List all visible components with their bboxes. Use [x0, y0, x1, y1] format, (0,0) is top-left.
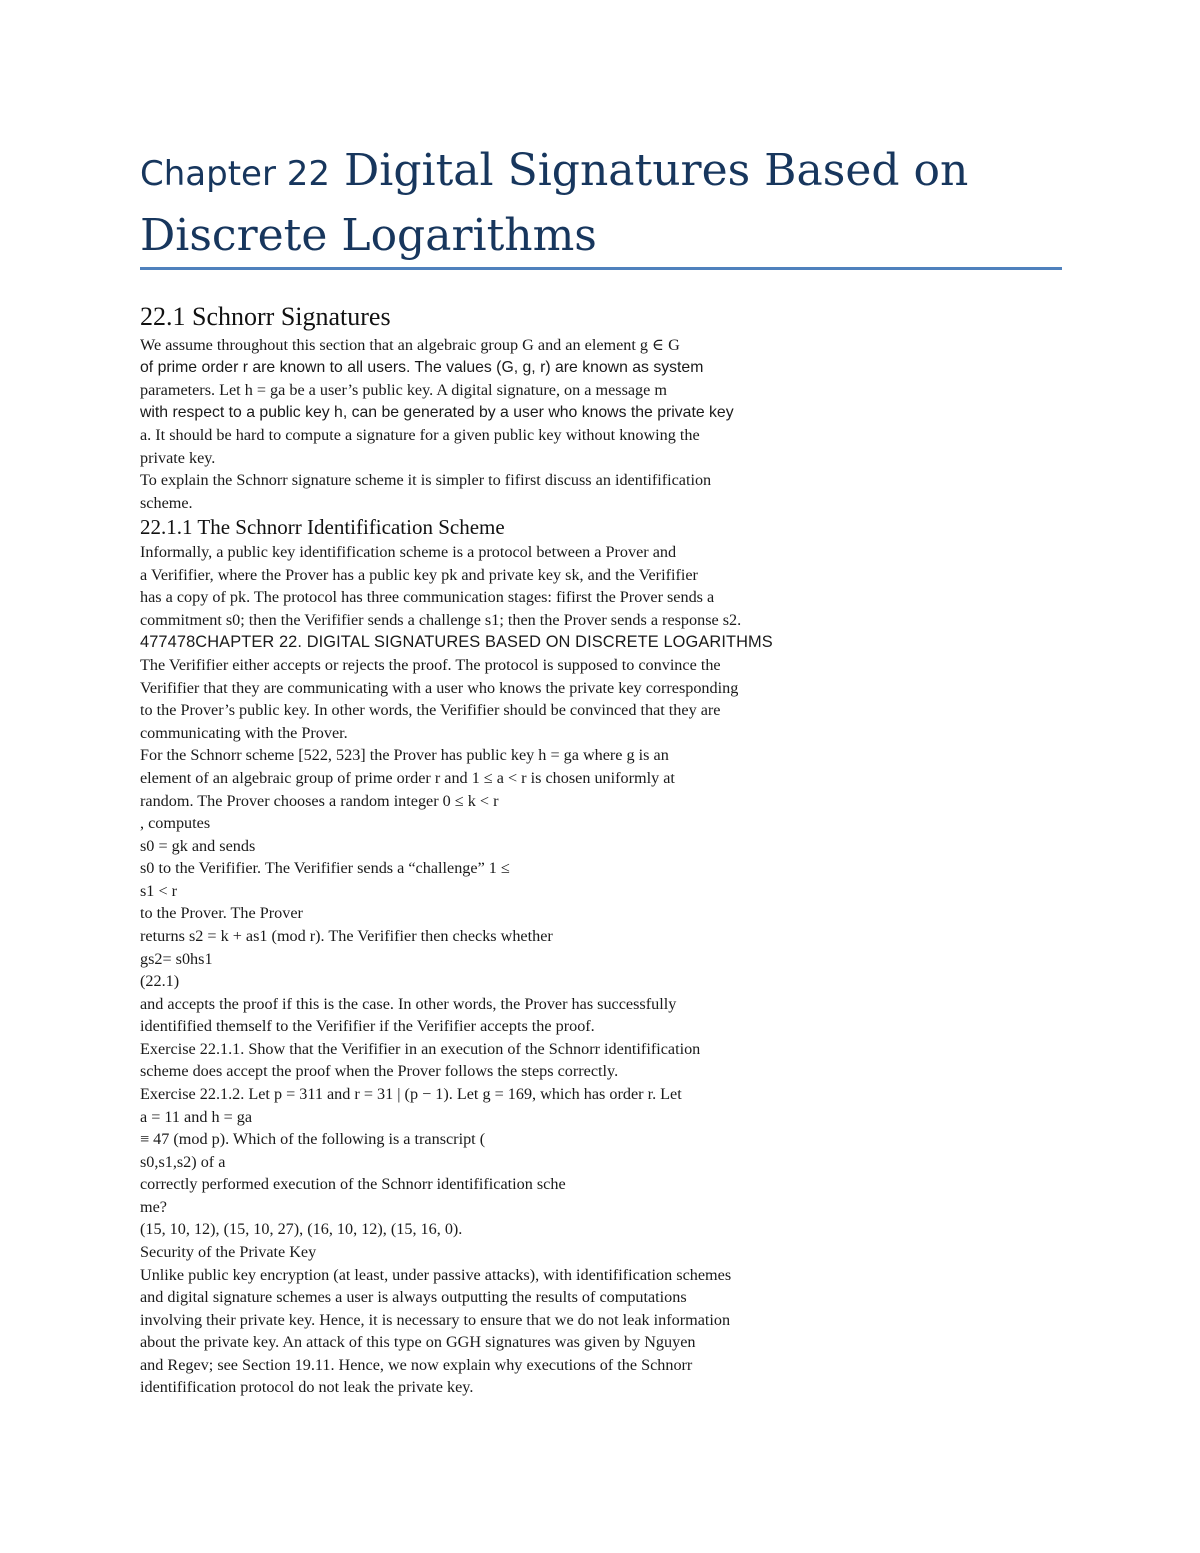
text-line: has a copy of pk. The protocol has three communication stages: fifirst the Prover sends a [140, 588, 715, 606]
running-header: 477478CHAPTER 22. DIGITAL SIGNATURES BASED ON DISCRETE LOGARITHMS [140, 633, 773, 651]
text-line: a Verififier, where the Prover has a public key pk and private key sk, and the Verififier [140, 566, 698, 584]
text-line: and Regev; see Section 19.11. Hence, we now explain why executions of the Schnorr [140, 1356, 693, 1374]
text-line: to the Prover’s public key. In other words, the Verififier should be convinced that they are [140, 701, 721, 719]
text-line: correctly performed execution of the Schnorr identifification sche [140, 1175, 566, 1193]
text-line: Informally, a public key identifification scheme is a protocol between a Prover and [140, 543, 677, 561]
text-line: We assume throughout this section that an algebraic group G and an element g ∈ G [140, 336, 680, 354]
text-line: and digital signature schemes a user is always outputting the results of computations [140, 1288, 687, 1306]
subsection-heading: 22.1.1 The Schnorr Identifification Scheme [140, 515, 505, 539]
text-line: private key. [140, 449, 216, 467]
text-line: a. It should be hard to compute a signature for a given public key without knowing the [140, 426, 700, 444]
text-line: about the private key. An attack of this type on GGH signatures was given by Nguyen [140, 1333, 696, 1351]
text-line: identifification protocol do not leak the private key. [140, 1378, 474, 1396]
text-line: scheme does accept the proof when the Prover follows the steps correctly. [140, 1062, 619, 1080]
text-line: Exercise 22.1.2. Let p = 311 and r = 31 | (p − 1). Let g = 169, which has order r. Let [140, 1085, 682, 1103]
text-line: a = 11 and h = ga [140, 1108, 253, 1126]
text-line: identifified themself to the Verififier if the Verififier accepts the proof. [140, 1017, 595, 1035]
text-line: s0,s1,s2) of a [140, 1153, 226, 1171]
chapter-title-line-2: Discrete Logarithms [140, 210, 597, 261]
text-line: of prime order r are known to all users. The values (G, g, r) are known as system [140, 359, 704, 376]
equation-line: gs2= s0hs1 [140, 950, 213, 968]
text-line: me? [140, 1198, 167, 1216]
chapter-title [140, 140, 1070, 267]
text-line: parameters. Let h = ga be a user’s public key. A digital signature, on a message m [140, 381, 667, 399]
text-line: s1 < r [140, 882, 178, 900]
text-line: element of an algebraic group of prime order r and 1 ≤ a < r is chosen uniformly at [140, 769, 675, 787]
text-line: To explain the Schnorr signature scheme it is simpler to fifirst discuss an identifification [140, 471, 712, 489]
text-line: For the Schnorr scheme [522, 523] the Prover has public key h = ga where g is an [140, 746, 669, 764]
chapter-title-line-1 [140, 140, 1070, 205]
text-line: commitment s0; then the Verififier sends a challenge s1; then the Prover sends a response s2. [140, 611, 742, 629]
text-line: , computes [140, 814, 211, 832]
text-line: random. The Prover chooses a random integer 0 ≤ k < r [140, 792, 499, 810]
text-line: Unlike public key encryption (at least, under passive attacks), with identifification schemes [140, 1266, 732, 1284]
text-line: involving their private key. Hence, it is necessary to ensure that we do not leak information [140, 1311, 731, 1329]
text-line: to the Prover. The Prover [140, 904, 303, 922]
text-line: with respect to a public key h, can be generated by a user who knows the private key [140, 404, 734, 421]
text-line: ≡ 47 (mod p). Which of the following is a transcript ( [140, 1130, 486, 1148]
chapter-title-text-1: Digital Signatures Based on [344, 145, 969, 196]
text-line: returns s2 = k + as1 (mod r). The Verififier then checks whether [140, 927, 553, 945]
text-line: communicating with the Prover. [140, 724, 348, 742]
text-line: s0 = gk and sends [140, 837, 256, 855]
text-line: s0 to the Verififier. The Verififier sends a “challenge” 1 ≤ [140, 859, 510, 877]
title-underline [140, 267, 1062, 270]
equation-number: (22.1) [140, 972, 180, 990]
text-line: scheme. [140, 494, 193, 512]
chapter-number: Chapter 22 [140, 154, 331, 194]
text-line: and accepts the proof if this is the case. In other words, the Prover has successfully [140, 995, 677, 1013]
text-line: Security of the Private Key [140, 1243, 317, 1261]
section-heading: 22.1 Schnorr Signatures [140, 302, 391, 331]
text-line: The Verififier either accepts or rejects the proof. The protocol is supposed to convince the [140, 656, 721, 674]
text-line: Verififier that they are communicating with a user who knows the private key corresponding [140, 679, 739, 697]
text-line: Exercise 22.1.1. Show that the Verififier in an execution of the Schnorr identifification [140, 1040, 701, 1058]
text-line: (15, 10, 12), (15, 10, 27), (16, 10, 12), (15, 16, 0). [140, 1220, 463, 1238]
